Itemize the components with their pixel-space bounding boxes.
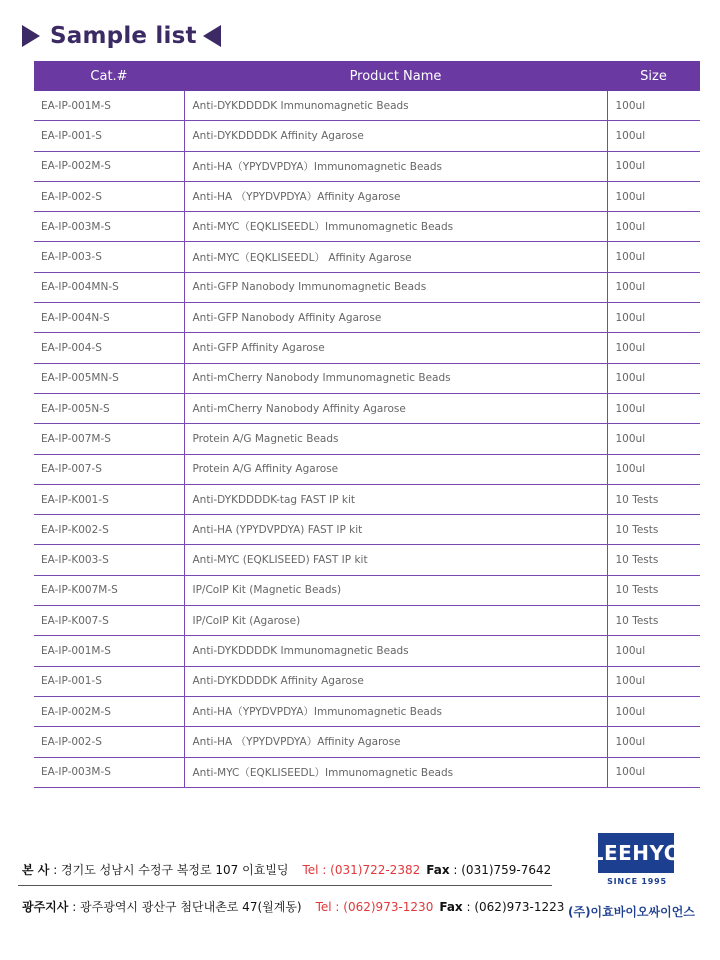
table-row <box>34 757 700 787</box>
cell-cat: EA-IP-K007M-S <box>34 575 184 605</box>
header-size: Size <box>607 61 700 91</box>
table-row <box>34 91 700 121</box>
logo-since: SINCE 1995 <box>607 877 667 886</box>
cell-size: 10 Tests <box>607 484 700 514</box>
table-row <box>34 181 700 211</box>
cell-product-name: Anti-HA（YPYDVPDYA）Immunomagnetic Beads <box>184 151 607 181</box>
branch-fax: : (062)973-1223 <box>462 900 565 914</box>
cell-product-name: Anti-MYC（EQKLISEEDL）Immunomagnetic Beads <box>184 212 607 242</box>
cell-size: 100ul <box>607 181 700 211</box>
table-row <box>34 242 700 272</box>
cell-product-name: Anti-mCherry Nanobody Immunomagnetic Beads <box>184 363 607 393</box>
cell-cat: EA-IP-005N-S <box>34 393 184 423</box>
cell-product-name: Anti-MYC（EQKLISEEDL）Immunomagnetic Beads <box>184 757 607 787</box>
table-row <box>34 606 700 636</box>
table-row <box>34 363 700 393</box>
cell-size: 100ul <box>607 696 700 726</box>
branch-label: 광주지사 <box>22 900 69 914</box>
cell-size: 100ul <box>607 151 700 181</box>
cell-product-name: Anti-HA （YPYDVPDYA）Affinity Agarose <box>184 181 607 211</box>
page-title <box>22 18 221 54</box>
cell-size: 100ul <box>607 272 700 302</box>
cell-size: 100ul <box>607 727 700 757</box>
logo-brand: LEEHYO <box>598 833 674 873</box>
cell-cat: EA-IP-002-S <box>34 181 184 211</box>
company-logo <box>590 833 682 886</box>
cell-product-name: Anti-MYC (EQKLISEED) FAST IP kit <box>184 545 607 575</box>
triangle-left-icon <box>203 25 221 47</box>
table-row <box>34 636 700 666</box>
table-row <box>34 272 700 302</box>
table-row <box>34 666 700 696</box>
cell-product-name: Anti-DYKDDDDK Immunomagnetic Beads <box>184 636 607 666</box>
cell-cat: EA-IP-007-S <box>34 454 184 484</box>
cell-product-name: Protein A/G Affinity Agarose <box>184 454 607 484</box>
hq-label: 본 사 <box>22 863 50 877</box>
cell-cat: EA-IP-003M-S <box>34 212 184 242</box>
hq-fax: : (031)759-7642 <box>449 863 552 877</box>
cell-size: 100ul <box>607 212 700 242</box>
cell-product-name: Anti-DYKDDDDK-tag FAST IP kit <box>184 484 607 514</box>
cell-cat: EA-IP-007M-S <box>34 424 184 454</box>
triangle-right-icon <box>22 25 40 47</box>
cell-product-name: Anti-DYKDDDDK Affinity Agarose <box>184 121 607 151</box>
cell-cat: EA-IP-K002-S <box>34 515 184 545</box>
cell-cat: EA-IP-K003-S <box>34 545 184 575</box>
table-row <box>34 696 700 726</box>
cell-size: 100ul <box>607 242 700 272</box>
cell-size: 10 Tests <box>607 606 700 636</box>
table-row <box>34 545 700 575</box>
table-body <box>34 91 700 787</box>
table-row <box>34 303 700 333</box>
cell-size: 100ul <box>607 424 700 454</box>
cell-size: 100ul <box>607 303 700 333</box>
cell-size: 10 Tests <box>607 575 700 605</box>
cell-product-name: IP/CoIP Kit (Magnetic Beads) <box>184 575 607 605</box>
table-row <box>34 727 700 757</box>
table-header-row <box>34 61 700 91</box>
table-row <box>34 121 700 151</box>
cell-product-name: Protein A/G Magnetic Beads <box>184 424 607 454</box>
table-row <box>34 212 700 242</box>
cell-cat: EA-IP-003-S <box>34 242 184 272</box>
cell-cat: EA-IP-002-S <box>34 727 184 757</box>
cell-cat: EA-IP-002M-S <box>34 151 184 181</box>
cell-cat: EA-IP-K007-S <box>34 606 184 636</box>
cell-size: 100ul <box>607 121 700 151</box>
branch-fax-label: Fax <box>439 900 463 914</box>
footer-branch <box>22 898 564 915</box>
cell-cat: EA-IP-003M-S <box>34 757 184 787</box>
table-row <box>34 454 700 484</box>
cell-cat: EA-IP-002M-S <box>34 696 184 726</box>
cell-size: 100ul <box>607 363 700 393</box>
branch-address: : 광주광역시 광산구 첨단내촌로 47(월계동) <box>68 900 302 914</box>
hq-fax-label: Fax <box>426 863 450 877</box>
table-row <box>34 575 700 605</box>
table-row <box>34 484 700 514</box>
cell-size: 100ul <box>607 333 700 363</box>
page-title-text: Sample list <box>50 23 197 49</box>
cell-size: 100ul <box>607 757 700 787</box>
cell-cat: EA-IP-001-S <box>34 121 184 151</box>
cell-cat: EA-IP-001M-S <box>34 636 184 666</box>
cell-size: 100ul <box>607 454 700 484</box>
branch-tel: Tel : (062)973-1230 <box>315 900 434 914</box>
footer-divider <box>18 885 552 886</box>
footer-hq <box>22 861 551 878</box>
cell-cat: EA-IP-001-S <box>34 666 184 696</box>
cell-product-name: Anti-DYKDDDDK Affinity Agarose <box>184 666 607 696</box>
table-row <box>34 333 700 363</box>
cell-size: 10 Tests <box>607 545 700 575</box>
hq-tel: Tel : (031)722-2382 <box>302 863 421 877</box>
cell-product-name: Anti-mCherry Nanobody Affinity Agarose <box>184 393 607 423</box>
cell-cat: EA-IP-004MN-S <box>34 272 184 302</box>
cell-cat: EA-IP-004N-S <box>34 303 184 333</box>
table-row <box>34 151 700 181</box>
cell-size: 10 Tests <box>607 515 700 545</box>
cell-cat: EA-IP-004-S <box>34 333 184 363</box>
cell-product-name: Anti-GFP Nanobody Affinity Agarose <box>184 303 607 333</box>
sample-table <box>34 61 700 788</box>
company-name: (주)이효바이오싸이언스 <box>568 905 695 919</box>
header-product-name: Product Name <box>184 61 607 91</box>
header-cat: Cat.# <box>34 61 184 91</box>
cell-size: 100ul <box>607 636 700 666</box>
cell-product-name: Anti-HA (YPYDVPDYA) FAST IP kit <box>184 515 607 545</box>
table-row <box>34 393 700 423</box>
cell-size: 100ul <box>607 91 700 121</box>
cell-cat: EA-IP-K001-S <box>34 484 184 514</box>
cell-product-name: Anti-DYKDDDDK Immunomagnetic Beads <box>184 91 607 121</box>
cell-product-name: Anti-GFP Nanobody Immunomagnetic Beads <box>184 272 607 302</box>
table-row <box>34 424 700 454</box>
hq-address: : 경기도 성남시 수정구 복정로 107 이효빌딩 <box>49 863 289 877</box>
table-row <box>34 515 700 545</box>
cell-product-name: IP/CoIP Kit (Agarose) <box>184 606 607 636</box>
cell-product-name: Anti-GFP Affinity Agarose <box>184 333 607 363</box>
cell-product-name: Anti-MYC（EQKLISEEDL） Affinity Agarose <box>184 242 607 272</box>
cell-cat: EA-IP-001M-S <box>34 91 184 121</box>
cell-size: 100ul <box>607 666 700 696</box>
cell-product-name: Anti-HA （YPYDVPDYA）Affinity Agarose <box>184 727 607 757</box>
cell-product-name: Anti-HA（YPYDVPDYA）Immunomagnetic Beads <box>184 696 607 726</box>
cell-cat: EA-IP-005MN-S <box>34 363 184 393</box>
cell-size: 100ul <box>607 393 700 423</box>
